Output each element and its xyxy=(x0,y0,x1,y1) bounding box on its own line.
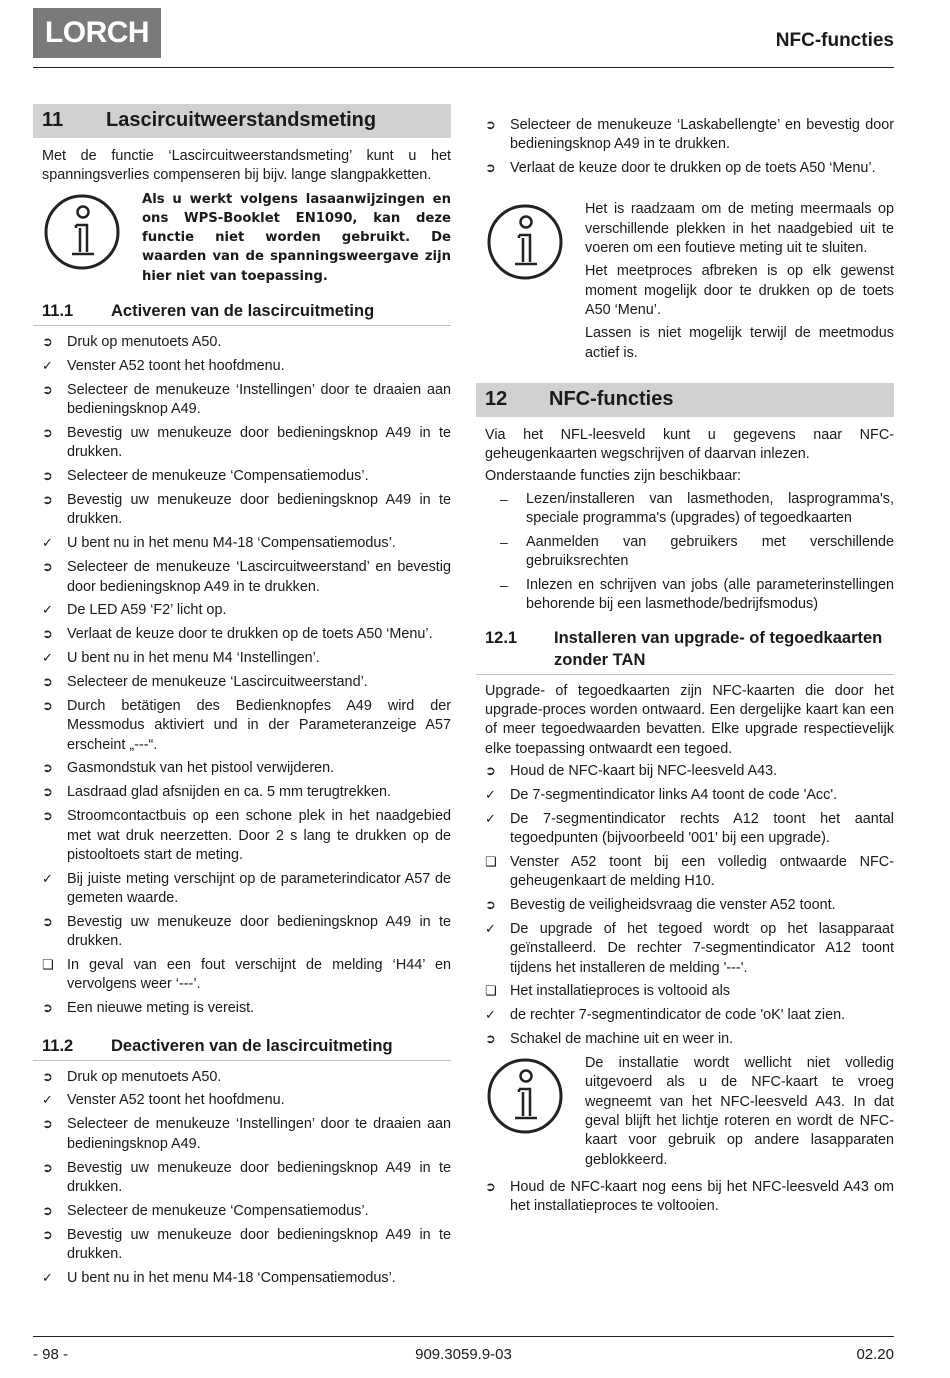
list-item xyxy=(485,982,894,1001)
note-paragraph: Lassen is niet mogelijk terwijl de meetmodus actief is. xyxy=(585,325,894,361)
list-item xyxy=(485,159,894,178)
list-item-text: Een nieuwe meting is vereist. xyxy=(67,1000,255,1017)
step-marker-icon: ➲ xyxy=(485,1179,496,1195)
step-marker-icon: ➲ xyxy=(42,1069,53,1085)
section-heading-12-1 xyxy=(476,627,894,675)
step-marker-icon: ❑ xyxy=(485,984,497,1000)
chapter-number: 11 xyxy=(42,109,64,132)
list-item xyxy=(42,1226,451,1265)
step-marker-icon: ✓ xyxy=(42,1270,53,1286)
info-note xyxy=(476,1054,894,1170)
list-item-text: Inlezen en schrijven van jobs (alle parameterinstellingen behorende bij een lasmethode/bedrijfsmodus) xyxy=(526,577,894,613)
list-item-text: Bevestig de veiligheidsvraag die venster A52 toont. xyxy=(510,897,836,914)
list-item-text: Selecteer de menukeuze ‘Instellingen’ door te draaien aan bedieningsknop A49. xyxy=(67,1116,451,1152)
step-marker-icon: ➲ xyxy=(42,675,53,691)
page-footer xyxy=(33,1336,894,1372)
running-title: NFC-functies xyxy=(775,30,894,51)
list-item xyxy=(42,1202,451,1221)
list-item xyxy=(485,116,894,155)
list-item-text: Bevestig uw menukeuze door bedieningsknop A49 in te drukken. xyxy=(67,1159,451,1195)
list-item xyxy=(485,920,894,978)
list-item-text: Schakel de machine uit en weer in. xyxy=(510,1031,734,1048)
step-marker-icon: ➲ xyxy=(42,382,53,398)
list-item xyxy=(42,333,451,352)
list-item xyxy=(42,999,451,1018)
step-marker-icon: ➲ xyxy=(42,785,53,801)
chapter-heading-11 xyxy=(33,104,451,138)
list-item xyxy=(42,783,451,802)
step-marker-icon: ✓ xyxy=(42,871,53,887)
step-marker-icon: ✓ xyxy=(42,1093,53,1109)
list-item-text: Bevestig uw menukeuze door bedieningsknop A49 in te drukken. xyxy=(67,492,451,528)
chapter-title: Lascircuitweerstandsmeting xyxy=(106,109,377,132)
list-item-text: In geval van een fout verschijnt de melding ‘H44’ en vervolgens weer ‘---’. xyxy=(67,957,451,993)
list-item xyxy=(485,853,894,892)
note-paragraph: Het meetproces afbreken is op elk gewenst moment mogelijk door te drukken op de toets A50 ‘Menu’. xyxy=(585,263,894,318)
intro-paragraph: Met de functie ‘Lascircuitweerstandsmeting’ kunt u het spanningsverlies compenseren bij bijv. lange slangpakketten. xyxy=(42,148,451,184)
list-item xyxy=(42,673,451,692)
list-item xyxy=(485,762,894,781)
list-item xyxy=(42,913,451,952)
list-item-text: Houd de NFC-kaart bij NFC-leesveld A43. xyxy=(510,762,778,779)
instruction-list xyxy=(33,1068,451,1289)
list-item xyxy=(42,491,451,530)
step-marker-icon: ➲ xyxy=(42,1203,53,1219)
list-item-text: Bevestig uw menukeuze door bedieningsknop A49 in te drukken. xyxy=(67,425,451,461)
list-item-text: Het installatieproces is voltooid als xyxy=(510,983,730,1000)
list-item xyxy=(42,601,451,620)
list-item-text: Selecteer de menukeuze ‘Lascircuitweerstand’ en bevestig door bedieningsknop A49 in te drukken. xyxy=(67,559,451,595)
instruction-list xyxy=(33,333,451,1018)
list-item-text: Druk op menutoets A50. xyxy=(67,334,222,351)
step-marker-icon: ✓ xyxy=(42,358,53,374)
step-marker-icon: ➲ xyxy=(485,161,496,177)
dash-bullet: – xyxy=(500,490,508,507)
list-item-text: Bevestig uw menukeuze door bedieningsknop A49 in te drukken. xyxy=(67,1226,451,1262)
list-item-text: Verlaat de keuze door te drukken op de toets A50 ‘Menu’. xyxy=(510,160,876,177)
section-intro: Upgrade- of tegoedkaarten zijn NFC-kaarten die door het upgrade-proces worden ontwaard. Een dergelijke kaart kan een of meer tegoedwaarden bevatten. Elke upgrade respectievelijk elke toepassing ontwaardt een tegoed. xyxy=(485,682,894,757)
list-item xyxy=(42,381,451,420)
list-item-text: U bent nu in het menu M4-18 ‘Compensatiemodus’. xyxy=(67,535,396,552)
list-item xyxy=(42,625,451,644)
list-item xyxy=(42,1269,451,1288)
section-number: 11.2 xyxy=(42,1036,74,1055)
step-marker-icon: ➲ xyxy=(42,1117,53,1133)
info-note xyxy=(33,190,451,286)
list-item xyxy=(42,558,451,597)
list-item-text: Druk op menutoets A50. xyxy=(67,1068,222,1085)
step-marker-icon: ➲ xyxy=(42,627,53,643)
function-list xyxy=(476,490,894,615)
list-item-text: Selecteer de menukeuze ‘Lascircuitweerstand’. xyxy=(67,674,368,691)
step-marker-icon: ✓ xyxy=(485,1008,496,1024)
step-marker-icon: ➲ xyxy=(485,118,496,133)
step-marker-icon: ✓ xyxy=(485,811,496,827)
intro-paragraph: Onderstaande functies zijn beschikbaar: xyxy=(485,468,741,485)
list-item xyxy=(500,576,894,615)
list-item-text: Aanmelden van gebruikers met verschillende gebruiksrechten xyxy=(526,533,894,570)
list-item xyxy=(485,1006,894,1025)
page-number: - 98 - xyxy=(33,1346,69,1363)
step-marker-icon: ➲ xyxy=(42,1227,53,1243)
note-paragraph: Het is raadzaam om de meting meermaals op verschillende plekken in het naadgebied uit te voeren om een foutieve meting uit te sluiten. xyxy=(585,201,894,257)
list-item xyxy=(42,467,451,486)
step-marker-icon: ✓ xyxy=(485,787,496,803)
step-marker-icon: ✓ xyxy=(42,651,53,667)
list-item-text: Stroomcontactbuis op een schone plek in het naadgebied met wat druk neerzetten. Door 2 s lang te drukken op de pistooltoets start de meting. xyxy=(67,808,451,863)
chapter-number: 12 xyxy=(485,388,508,411)
list-item xyxy=(42,424,451,463)
list-item xyxy=(485,1178,894,1217)
list-item xyxy=(500,533,894,572)
list-item-text: Bij juiste meting verschijnt op de parameterindicator A57 de gemeten waarde. xyxy=(67,870,451,906)
step-marker-icon: ➲ xyxy=(42,560,53,576)
step-marker-icon: ➲ xyxy=(42,335,53,351)
list-item-text: Selecteer de menukeuze ‘Instellingen’ door te draaien aan bedieningsknop A49. xyxy=(67,381,451,418)
step-marker-icon: ➲ xyxy=(42,493,53,509)
list-item-text: Gasmondstuk van het pistool verwijderen. xyxy=(67,760,335,777)
list-item-text: De upgrade of het tegoed wordt op het lasapparaat geïnstalleerd. De rechter 7-segmentindicator A12 toont tijdens het installeren de melding '---'. xyxy=(510,920,894,976)
section-heading-11-1 xyxy=(33,300,451,326)
list-item xyxy=(485,1030,894,1049)
step-marker-icon: ❑ xyxy=(485,854,497,870)
list-item-text: Durch betätigen des Bedienknopfes A49 wird der Messmodus aktiviert und in der Parameteranzeige A57 erscheint „---“. xyxy=(67,697,451,753)
list-item-text: Selecteer de menukeuze ‘Laskabellengte’ en bevestig door bedieningsknop A49 in te drukken. xyxy=(510,117,894,153)
list-item-text: Lezen/installeren van lasmethoden, lasprogramma's, speciale programma's (upgrades) of tegoedkaarten xyxy=(526,490,894,527)
note-text xyxy=(585,200,894,366)
instruction-list xyxy=(476,1178,894,1217)
step-marker-icon: ✓ xyxy=(42,603,53,619)
dash-bullet: – xyxy=(500,533,508,550)
list-item xyxy=(42,870,451,909)
step-marker-icon: ✓ xyxy=(485,921,496,937)
list-item xyxy=(42,956,451,995)
list-item xyxy=(485,810,894,849)
dash-bullet: – xyxy=(500,577,508,594)
list-item xyxy=(42,357,451,376)
list-item-text: Verlaat de keuze door te drukken op de toets A50 ‘Menu’. xyxy=(67,626,433,643)
step-marker-icon: ➲ xyxy=(42,426,53,442)
list-item xyxy=(42,759,451,778)
list-item-text: Bevestig uw menukeuze door bedieningsknop A49 in te drukken. xyxy=(67,913,451,950)
step-marker-icon: ➲ xyxy=(485,898,496,914)
note-text: Als u werkt volgens lasaanwijzingen en ons WPS-Booklet EN1090, kan deze functie niet worden gebruikt. De waarden van de spanningsweergave zijn hier niet van toepassing. xyxy=(142,191,451,284)
list-item-text: Venster A52 toont het hoofdmenu. xyxy=(67,357,285,374)
step-marker-icon: ➲ xyxy=(42,1001,53,1017)
step-marker-icon: ➲ xyxy=(42,761,53,777)
document-number: 909.3059.9-03 xyxy=(415,1346,512,1363)
list-item xyxy=(485,786,894,805)
note-text: De installatie wordt wellicht niet volledig uitgevoerd als u de NFC-kaart te vroeg wegneemt van het NFC-leesveld A43. In dat geval blijft het lichtje roteren en wordt de NFC-kaart voor gebruik op andere lasapparaten geblokkeerd. xyxy=(585,1055,894,1168)
list-item xyxy=(42,1068,451,1087)
section-title: Deactiveren van de lascircuitmeting xyxy=(111,1036,393,1055)
list-item xyxy=(42,807,451,865)
list-item-text: U bent nu in het menu M4 ‘Instellingen’. xyxy=(67,650,320,667)
right-column xyxy=(476,116,894,1221)
step-marker-icon: ➲ xyxy=(42,914,53,930)
page-header xyxy=(33,8,894,68)
list-item xyxy=(42,1159,451,1198)
list-item-text: De LED A59 ‘F2’ licht op. xyxy=(67,602,227,619)
section-heading-11-2 xyxy=(33,1035,451,1061)
list-item-text: de rechter 7-segmentindicator de code 'oK' laat zien. xyxy=(510,1007,846,1024)
list-item xyxy=(485,896,894,915)
section-number: 11.1 xyxy=(42,302,74,321)
document-date: 02.20 xyxy=(856,1346,894,1363)
info-note xyxy=(476,200,894,366)
list-item xyxy=(500,490,894,529)
step-marker-icon: ➲ xyxy=(42,469,53,485)
list-item xyxy=(42,649,451,668)
step-marker-icon: ➲ xyxy=(42,809,53,825)
info-icon xyxy=(485,200,585,366)
list-item-text: Venster A52 toont het hoofdmenu. xyxy=(67,1092,285,1109)
info-icon xyxy=(485,1054,585,1170)
instruction-list xyxy=(476,762,894,1050)
lorch-logo: LORCH xyxy=(33,8,161,58)
list-item-text: Lasdraad glad afsnijden en ca. 5 mm terugtrekken. xyxy=(67,784,391,801)
list-item-text: Selecteer de menukeuze ‘Compensatiemodus’. xyxy=(67,468,369,485)
list-item xyxy=(42,697,451,755)
step-marker-icon: ➲ xyxy=(42,1160,53,1176)
step-marker-icon: ➲ xyxy=(485,1032,496,1048)
section-number: 12.1 xyxy=(485,628,518,647)
list-item-text: Houd de NFC-kaart nog eens bij het NFC-leesveld A43 om het installatieproces te voltooien. xyxy=(510,1178,894,1215)
list-item-text: U bent nu in het menu M4-18 ‘Compensatiemodus’. xyxy=(67,1269,396,1286)
list-item-text: Venster A52 toont bij een volledig ontwaarde NFC-geheugenkaart de melding H10. xyxy=(510,853,894,890)
list-item xyxy=(42,534,451,553)
chapter-title: NFC-functies xyxy=(549,388,674,411)
list-item-text: De 7-segmentindicator links A4 toont de code 'Acc'. xyxy=(510,786,838,803)
list-item-text: Selecteer de menukeuze ‘Compensatiemodus’. xyxy=(67,1202,369,1219)
step-marker-icon: ❑ xyxy=(42,958,54,974)
step-marker-icon: ➲ xyxy=(485,763,496,779)
list-item xyxy=(42,1091,451,1110)
chapter-heading-12 xyxy=(476,383,894,417)
info-icon xyxy=(42,190,142,286)
step-marker-icon: ➲ xyxy=(42,698,53,714)
left-column xyxy=(33,104,451,1293)
step-marker-icon: ✓ xyxy=(42,536,53,552)
list-item xyxy=(42,1115,451,1154)
list-item-text: De 7-segmentindicator rechts A12 toont het aantal tegoedpunten (bijvoorbeeld '001' bij een upgrade). xyxy=(510,810,894,846)
intro-paragraph: Via het NFL-leesveld kunt u gegevens naar NFC-geheugenkaarten wegschrijven of daarvan inlezen. xyxy=(485,426,894,463)
section-title: Installeren van upgrade- of tegoedkaarten zonder TAN xyxy=(554,628,883,669)
section-title: Activeren van de lascircuitmeting xyxy=(111,302,375,321)
instruction-list xyxy=(476,116,894,178)
